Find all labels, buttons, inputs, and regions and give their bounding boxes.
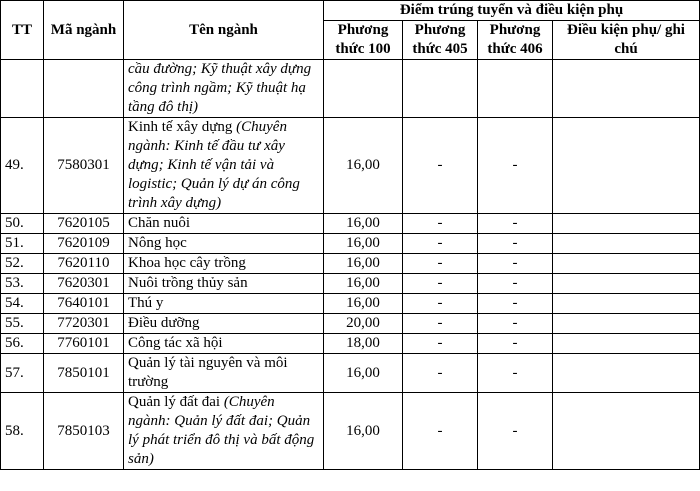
cell-code: 7620109 <box>44 234 124 254</box>
cell-tt: 54. <box>1 294 44 314</box>
table-row <box>1 393 700 470</box>
cell-method-406: - <box>478 393 553 470</box>
cell-name <box>124 118 324 214</box>
cell-code: 7620110 <box>44 254 124 274</box>
cell-code: 7620301 <box>44 274 124 294</box>
cell-note <box>553 254 700 274</box>
header-method-406: Phương thức 406 <box>478 21 553 60</box>
cell-code: 7760101 <box>44 334 124 354</box>
cell-code: 7720301 <box>44 314 124 334</box>
cell-method-406: - <box>478 254 553 274</box>
table-row-continued <box>1 60 700 118</box>
table-row <box>1 334 700 354</box>
cell-method-406: - <box>478 118 553 214</box>
cell-name: Khoa học cây trồng <box>124 254 324 274</box>
major-specialization: (Chuyên ngành: Quản lý đất đai; Quản lý phát triển đô thị và bất động sản) <box>128 394 315 467</box>
cell-tt: 55. <box>1 314 44 334</box>
cell-method-100: 16,00 <box>324 234 403 254</box>
cell-code: 7580301 <box>44 118 124 214</box>
header-method-405: Phương thức 405 <box>403 21 478 60</box>
table-row <box>1 234 700 254</box>
cell-note <box>553 354 700 393</box>
cell-method-100: 16,00 <box>324 393 403 470</box>
cell-note <box>553 234 700 254</box>
cell-method-100: 16,00 <box>324 254 403 274</box>
cell-method-405 <box>403 60 478 118</box>
cell-tt <box>1 60 44 118</box>
major-name: Quản lý đất đai <box>128 394 221 410</box>
table-row <box>1 354 700 393</box>
cell-tt: 58. <box>1 393 44 470</box>
cell-name: Quản lý tài nguyên và môi trường <box>124 354 324 393</box>
table-row <box>1 254 700 274</box>
cell-tt: 49. <box>1 118 44 214</box>
table-row <box>1 214 700 234</box>
cell-note <box>553 294 700 314</box>
header-score-group: Điểm trúng tuyển và điều kiện phụ <box>324 1 700 21</box>
cell-method-405: - <box>403 118 478 214</box>
cell-code: 7850101 <box>44 354 124 393</box>
cell-tt: 50. <box>1 214 44 234</box>
cell-name: Nông học <box>124 234 324 254</box>
cell-method-406: - <box>478 334 553 354</box>
cell-name: Chăn nuôi <box>124 214 324 234</box>
cell-name: Thú y <box>124 294 324 314</box>
cell-tt: 57. <box>1 354 44 393</box>
header-name: Tên ngành <box>124 1 324 60</box>
table-row <box>1 294 700 314</box>
cell-method-405: - <box>403 393 478 470</box>
cell-note <box>553 393 700 470</box>
major-specialization: (Chuyên ngành: Kinh tế đầu tư xây dựng; Kinh tế vận tải và logistic; Quản lý dự án công trình xây dựng) <box>128 119 300 211</box>
header-row-top <box>1 1 700 21</box>
cell-method-100: 16,00 <box>324 214 403 234</box>
cell-method-100: 16,00 <box>324 118 403 214</box>
cell-note <box>553 334 700 354</box>
cell-method-406: - <box>478 314 553 334</box>
cell-name: Công tác xã hội <box>124 334 324 354</box>
cell-note <box>553 274 700 294</box>
cell-name: Điều dưỡng <box>124 314 324 334</box>
cell-note <box>553 60 700 118</box>
cell-code: 7850103 <box>44 393 124 470</box>
header-note: Điều kiện phụ/ ghi chú <box>553 21 700 60</box>
header-method-100: Phương thức 100 <box>324 21 403 60</box>
cell-tt: 51. <box>1 234 44 254</box>
cell-tt: 53. <box>1 274 44 294</box>
cell-code <box>44 60 124 118</box>
cell-code: 7620105 <box>44 214 124 234</box>
cell-method-406: - <box>478 234 553 254</box>
cell-method-405: - <box>403 214 478 234</box>
cell-method-406: - <box>478 294 553 314</box>
header-tt: TT <box>1 1 44 60</box>
cell-note <box>553 314 700 334</box>
cell-method-405: - <box>403 354 478 393</box>
table-row <box>1 274 700 294</box>
cell-method-406: - <box>478 214 553 234</box>
cell-method-100: 18,00 <box>324 334 403 354</box>
cell-method-100: 16,00 <box>324 354 403 393</box>
cell-method-100: 16,00 <box>324 274 403 294</box>
major-name: Kinh tế xây dựng <box>128 119 233 135</box>
cell-method-405: - <box>403 254 478 274</box>
cell-method-405: - <box>403 274 478 294</box>
cell-method-406: - <box>478 274 553 294</box>
cell-note <box>553 214 700 234</box>
cell-code: 7640101 <box>44 294 124 314</box>
cell-method-405: - <box>403 234 478 254</box>
cell-method-406: - <box>478 354 553 393</box>
cell-method-100 <box>324 60 403 118</box>
header-code: Mã ngành <box>44 1 124 60</box>
table-row <box>1 314 700 334</box>
cell-method-405: - <box>403 294 478 314</box>
cell-method-100: 16,00 <box>324 294 403 314</box>
cell-method-100: 20,00 <box>324 314 403 334</box>
cell-name: Nuôi trồng thủy sản <box>124 274 324 294</box>
cell-method-406 <box>478 60 553 118</box>
cell-method-405: - <box>403 334 478 354</box>
cell-method-405: - <box>403 314 478 334</box>
table-row <box>1 118 700 214</box>
cell-tt: 52. <box>1 254 44 274</box>
cell-name: cầu đường; Kỹ thuật xây dựng công trình ngầm; Kỹ thuật hạ tầng đô thị) <box>124 60 324 118</box>
cell-tt: 56. <box>1 334 44 354</box>
cell-name <box>124 393 324 470</box>
cell-note <box>553 118 700 214</box>
